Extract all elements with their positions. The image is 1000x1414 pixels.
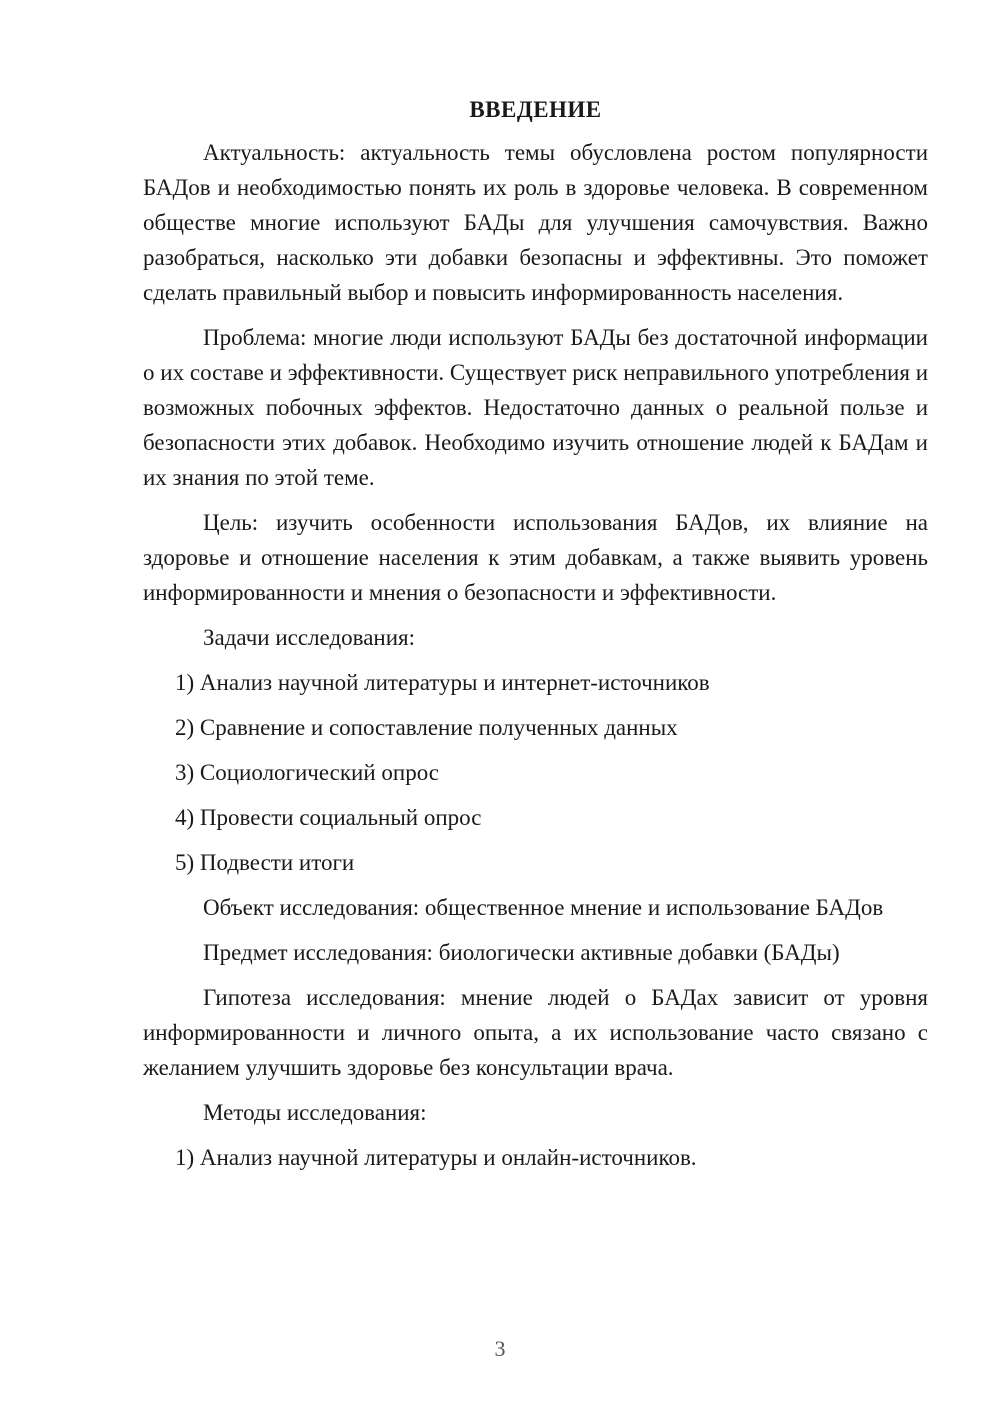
problem-paragraph: Проблема: многие люди используют БАДы без достаточной информации о их составе и эффективности. Существует риск неправильного употребления и возможных побочных эффектов. Недостаточно данных о реальной пользе и безопасности этих добавок. Необходимо изучить отношение людей к БАДам и их знания по этой теме. [143,325,928,490]
hypothesis-paragraph: Гипотеза исследования: мнение людей о БАДах зависит от уровня информированности и личного опыта, а их использование часто связано с желанием улучшить здоровье без консультации врача. [143,985,928,1080]
page-title: ВВЕДЕНИЕ [469,97,602,122]
tasks-heading: Задачи исследования: [203,625,416,650]
subject-paragraph: Предмет исследования: биологически активные добавки (БАДы) [203,940,840,965]
goal-paragraph: Цель: изучить особенности использования БАДов, их влияние на здоровье и отношение населения к этим добавкам, а также выявить уровень информированности и мнения о безопасности и эффективности. [143,510,928,605]
list-item: 4) Провести социальный опрос [175,805,482,830]
tasks-list [143,665,928,880]
list-item: 3) Социологический опрос [175,760,439,785]
page-number: 3 [494,1336,506,1361]
relevance-paragraph: Актуальность: актуальность темы обусловлена ростом популярности БАДов и необходимостью понять их роль в здоровье человека. В современном обществе многие используют БАДы для улучшения самочувствия. Важно разобраться, насколько эти добавки безопасны и эффективны. Это поможет сделать правильный выбор и повысить информированность населения. [143,140,928,305]
object-paragraph: Объект исследования: общественное мнение и использование БАДов [203,895,884,920]
list-item: 5) Подвести итоги [175,850,355,875]
list-item: 2) Сравнение и сопоставление полученных данных [175,715,678,740]
list-item: 1) Анализ научной литературы и интернет-источников [175,670,710,695]
list-item: 1) Анализ научной литературы и онлайн-источников. [175,1145,697,1170]
methods-heading: Методы исследования: [203,1100,427,1125]
document-page [143,92,928,1185]
methods-list [143,1140,928,1175]
